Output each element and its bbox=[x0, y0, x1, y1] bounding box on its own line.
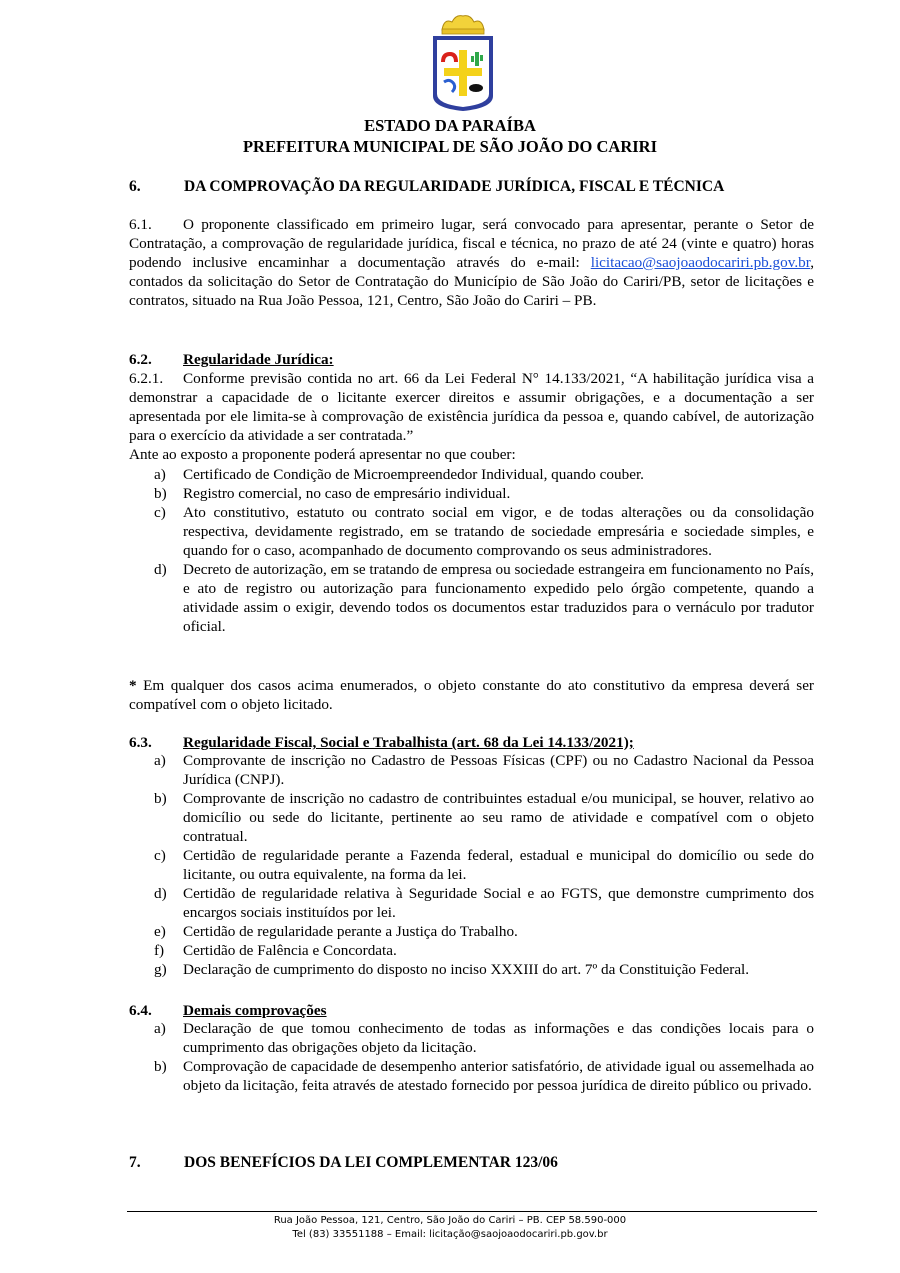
list-text: Comprovação de capacidade de desempenho anterior satisfatório, de atividade igual ou assemelhada ao objeto da licitação, feita através de atestado fornecido por pessoa jurídica de direito público ou privado. bbox=[183, 1058, 814, 1094]
list-6-4 bbox=[129, 1019, 814, 1095]
list-marker: b) bbox=[154, 485, 167, 502]
section-6-4-heading bbox=[129, 1001, 814, 1020]
header-city: PREFEITURA MUNICIPAL DE SÃO JOÃO DO CARIRI bbox=[242, 137, 658, 156]
section-6-3-heading bbox=[129, 733, 814, 752]
list-item bbox=[129, 751, 814, 789]
section-6-3-number: 6.3. bbox=[129, 734, 152, 751]
list-text: Decreto de autorização, em se tratando de empresa ou sociedade estrangeira em funcionamento no País, e ato de registro ou autorização para funcionamento expedido pelo órgão competente, quando a atividade assim o exigir, devendo todos os documentos estar traduzidos para o vernáculo por tradutor oficial. bbox=[183, 561, 814, 635]
paragraph-6-2-1 bbox=[129, 369, 814, 445]
list-text: Declaração de que tomou conhecimento de todas as informações e das condições locais para o cumprimento das obrigações objeto da licitação. bbox=[183, 1020, 814, 1056]
list-text: Certificado de Condição de Microempreendedor Individual, quando couber. bbox=[183, 466, 644, 483]
list-marker: b) bbox=[154, 1058, 167, 1075]
list-item bbox=[129, 1019, 814, 1057]
list-item bbox=[129, 789, 814, 846]
list-marker: f) bbox=[154, 942, 165, 959]
list-text: Comprovante de inscrição no Cadastro de Pessoas Físicas (CPF) ou no Cadastro Nacional da Pessoa Jurídica (CNPJ). bbox=[183, 752, 814, 788]
paragraph-6-2-1-number: 6.2.1. bbox=[129, 370, 164, 387]
section-6-2 bbox=[129, 350, 814, 464]
list-marker: d) bbox=[154, 561, 167, 578]
section-6-title: DA COMPROVAÇÃO DA REGULARIDADE JURÍDICA, FISCAL E TÉCNICA bbox=[184, 178, 725, 195]
section-7-heading bbox=[129, 1154, 558, 1172]
list-item bbox=[129, 922, 814, 941]
section-6-4-title: Demais comprovações bbox=[183, 1002, 327, 1019]
footer-address: Rua João Pessoa, 121, Centro, São João do Cariri – PB. CEP 58.590-000 bbox=[273, 1215, 627, 1226]
list-marker: a) bbox=[154, 1020, 166, 1037]
paragraph-6-1-text-a: O proponente classificado em primeiro lugar, será convocado para apresentar, perante o Setor de Contratação, a comprovação de regularidade jurídica, fiscal e técnica, no prazo de até 24 (vinte e quatro) horas podendo inclusive encaminhar a documentação através do e-mail: bbox=[129, 216, 814, 271]
note-paragraph bbox=[129, 676, 814, 714]
paragraph-6-1-number: 6.1. bbox=[129, 216, 152, 233]
list-item bbox=[129, 1057, 814, 1095]
list-marker: a) bbox=[154, 466, 166, 483]
footer-contact: Tel (83) 33551188 – Email: licitação@saojoaodocariri.pb.gov.br bbox=[292, 1229, 608, 1240]
paragraph-6-1-text-b: , contados da solicitação do Setor de Contratação do Município de São João do Cariri/PB, setor de licitações e contratos, situado na Rua João Pessoa, 121, Centro, São João do Cariri – PB. bbox=[129, 254, 814, 309]
list-text: Certidão de regularidade perante a Justiça do Trabalho. bbox=[183, 923, 518, 940]
section-6-2-title: Regularidade Jurídica: bbox=[183, 351, 334, 368]
section-6-2-number: 6.2. bbox=[129, 351, 152, 368]
note-text: Em qualquer dos casos acima enumerados, o objeto constante do ato constitutivo da empresa deverá ser compatível com o objeto licitado. bbox=[129, 677, 814, 713]
ante-text: Ante ao exposto a proponente poderá apresentar no que couber: bbox=[129, 446, 516, 463]
section-7-number: 7. bbox=[129, 1154, 141, 1171]
list-item bbox=[129, 941, 814, 960]
list-marker: d) bbox=[154, 885, 167, 902]
list-text: Ato constitutivo, estatuto ou contrato social em vigor, e de todas alterações ou da consolidação respectiva, devidamente registrado, em se tratando de sociedade empresária e sociedade simples, e quando for o caso, acompanhado de documento comprovando os seus administradores. bbox=[183, 504, 814, 559]
list-item bbox=[129, 960, 814, 979]
list-marker: a) bbox=[154, 752, 166, 769]
list-text: Certidão de Falência e Concordata. bbox=[183, 942, 397, 959]
list-marker: c) bbox=[154, 847, 166, 864]
list-item bbox=[129, 484, 814, 503]
footer-divider bbox=[127, 1211, 817, 1212]
list-marker: e) bbox=[154, 923, 166, 940]
note-star: * bbox=[129, 677, 137, 694]
section-7-title: DOS BENEFÍCIOS DA LEI COMPLEMENTAR 123/06 bbox=[184, 1154, 558, 1171]
list-6-3 bbox=[129, 751, 814, 979]
paragraph-6-1 bbox=[129, 215, 814, 310]
list-text: Certidão de regularidade relativa à Seguridade Social e ao FGTS, que demonstre cumprimento dos encargos sociais instituídos por lei. bbox=[183, 885, 814, 921]
section-6-4-number: 6.4. bbox=[129, 1002, 152, 1019]
list-item bbox=[129, 503, 814, 560]
list-6-2 bbox=[129, 465, 814, 636]
email-link[interactable]: licitacao@saojoaodocariri.pb.gov.br bbox=[590, 254, 811, 271]
list-text: Declaração de cumprimento do disposto no inciso XXXIII do art. 7º da Constituição Federal. bbox=[183, 961, 750, 978]
list-item bbox=[129, 884, 814, 922]
section-6-2-heading bbox=[129, 350, 814, 369]
list-marker: g) bbox=[154, 961, 167, 978]
section-6-heading bbox=[129, 178, 724, 196]
section-6-number: 6. bbox=[129, 178, 141, 195]
paragraph-6-2-1-text: Conforme previsão contida no art. 66 da Lei Federal N° 14.133/2021, “A habilitação jurídica visa a demonstrar a capacidade de o licitante exercer direitos e assumir obrigações, e a documentação a ser apresentada por ele limita-se à comprovação de existência jurídica da pessoa e, quando cabível, de autorização para o exercício da atividade a ser contratada.” bbox=[129, 370, 814, 444]
section-6-3-title: Regularidade Fiscal, Social e Trabalhista (art. 68 da Lei 14.133/2021); bbox=[183, 734, 634, 751]
list-text: Certidão de regularidade perante a Fazenda federal, estadual e municipal do domicílio ou sede do licitante, ou outra equivalente, na forma da lei. bbox=[183, 847, 814, 883]
list-item bbox=[129, 465, 814, 484]
list-text: Registro comercial, no caso de empresário individual. bbox=[183, 485, 511, 502]
list-item bbox=[129, 846, 814, 884]
list-marker: b) bbox=[154, 790, 167, 807]
list-text: Comprovante de inscrição no cadastro de contribuintes estadual e/ou municipal, se houver, relativo ao domicílio ou sede do licitante, pertinente ao seu ramo de atividade e compatível com o objeto contratual. bbox=[183, 790, 814, 845]
svg-text:★: ★ bbox=[478, 42, 485, 50]
header-state: ESTADO DA PARAÍBA bbox=[364, 116, 536, 135]
list-item bbox=[129, 560, 814, 636]
list-marker: c) bbox=[154, 504, 166, 521]
svg-text:★: ★ bbox=[441, 42, 448, 50]
coat-of-arms-logo bbox=[430, 12, 496, 112]
